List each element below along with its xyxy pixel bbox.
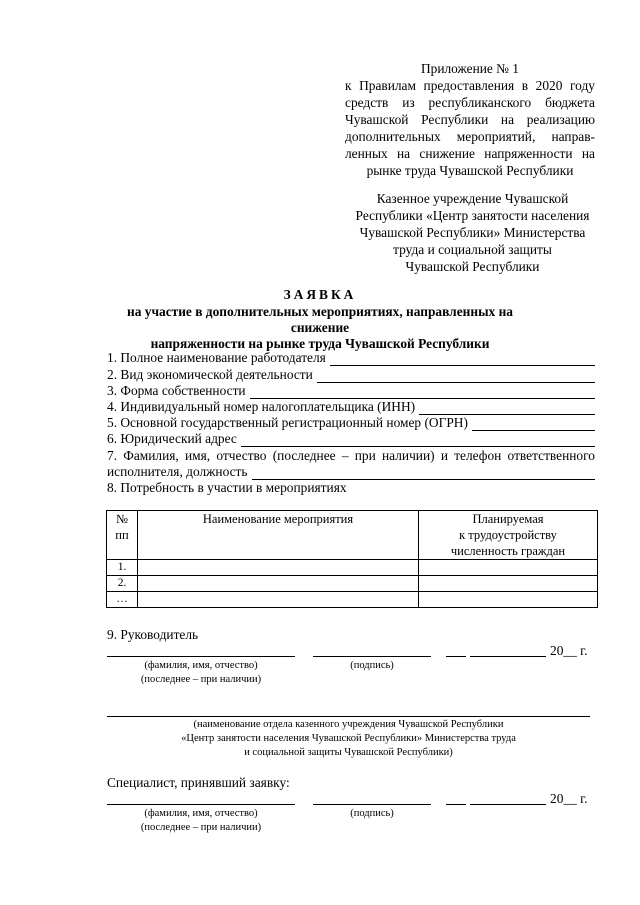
appendix-number: Приложение № 1: [420, 61, 520, 76]
field-legal-address: [107, 431, 595, 447]
table-row: [107, 560, 598, 576]
events-table: [106, 510, 598, 608]
caption-line: (фамилия, имя, отчество): [144, 808, 258, 819]
department-line[interactable]: [107, 716, 590, 717]
field-label: 2. Вид экономической деятельности: [107, 367, 313, 382]
field-label: 5. Основной государственный регистрационный номер (ОГРН): [107, 415, 468, 430]
subtitle-line: напряженности на рынке труда Чувашской Республики: [150, 336, 490, 351]
head-month-line[interactable]: [470, 656, 546, 657]
caption-line: (последнее – при наличии): [140, 822, 262, 833]
field-inn: [107, 399, 595, 415]
field-label: 3. Форма собственности: [107, 383, 246, 398]
header-text: пп: [115, 528, 129, 542]
fill-line[interactable]: [252, 467, 595, 480]
specialist-sign-caption: (подпись): [350, 808, 394, 819]
fill-line[interactable]: [330, 353, 595, 366]
specialist-label: Специалист, принявший заявку:: [107, 775, 290, 790]
field-activity-type: [107, 367, 595, 383]
specialist-name-line[interactable]: [107, 804, 295, 805]
head-year: 20__ г.: [550, 643, 588, 658]
field-ogrn: [107, 415, 595, 431]
specialist-name-caption: [107, 807, 295, 835]
appendix-line: дополнительных мероприятий, направ-: [345, 129, 595, 144]
row-number: 1.: [107, 560, 138, 576]
table-row: [107, 576, 598, 592]
appendix-line: рынке труда Чувашской Республики: [366, 163, 574, 178]
row-number: 2.: [107, 576, 138, 592]
fill-line[interactable]: [419, 402, 595, 415]
header-number: [107, 511, 138, 560]
header-event-name: Наименование мероприятия: [138, 511, 419, 560]
header-text: Планируемая: [472, 512, 544, 526]
field-label: 8. Потребность в участии в мероприятиях: [107, 480, 347, 495]
header-text: к трудоустройству: [459, 528, 557, 542]
specialist-signature-line[interactable]: [313, 804, 431, 805]
caption-line: «Центр занятости населения Чувашской Республики» Министерства труда: [181, 733, 516, 744]
row-number: …: [107, 592, 138, 608]
appendix-line: средств из республиканского бюджета: [345, 95, 595, 110]
head-name-line[interactable]: [107, 656, 295, 657]
field-label: 1. Полное наименование работодателя: [107, 350, 326, 365]
field-label: исполнителя, должность: [107, 464, 248, 479]
department-caption: [107, 718, 590, 760]
field-ownership: [107, 383, 595, 399]
field-label: 6. Юридический адрес: [107, 431, 237, 446]
head-name-caption: [107, 659, 295, 687]
header-text: №: [116, 512, 128, 526]
appendix-line: Чувашской Республики на реализацию: [345, 112, 595, 127]
caption-line: (наименование отдела казенного учреждения Чувашской Республики: [193, 719, 504, 730]
addressee-line: Казенное учреждение Чувашской: [376, 191, 569, 206]
table-cell[interactable]: [419, 592, 598, 608]
addressee-line: Чувашской Республики: [405, 259, 540, 274]
table-row: [107, 592, 598, 608]
specialist-month-line[interactable]: [470, 804, 546, 805]
table-cell[interactable]: [138, 576, 419, 592]
fill-line[interactable]: [317, 370, 595, 383]
specialist-day-line[interactable]: [446, 804, 466, 805]
table-cell[interactable]: [138, 592, 419, 608]
document-title: ЗАЯВКА: [283, 287, 357, 302]
table-cell[interactable]: [419, 560, 598, 576]
appendix-line: ленных на снижение напряженности на: [345, 146, 595, 161]
header-text: численность граждан: [450, 544, 566, 558]
field-participation-need: [107, 480, 595, 496]
head-label: 9. Руководитель: [107, 627, 199, 642]
field-employer-name: [107, 350, 595, 366]
addressee-block: [345, 190, 600, 275]
caption-line: (фамилия, имя, отчество): [144, 660, 258, 671]
head-sign-caption: (подпись): [350, 660, 394, 671]
subtitle-line: на участие в дополнительных мероприятиях, направленных на снижение: [127, 304, 513, 335]
head-signature-line[interactable]: [313, 656, 431, 657]
caption-line: и социальной защиты Чувашской Республики): [244, 747, 453, 758]
field-contact-person-label: 7. Фамилия, имя, отчество (последнее – при наличии) и телефон ответственного: [107, 448, 595, 463]
fill-line[interactable]: [472, 418, 595, 431]
appendix-line: к Правилам предоставления в 2020 году: [345, 78, 595, 93]
field-label: 4. Индивидуальный номер налогоплательщика (ИНН): [107, 399, 416, 414]
fill-line[interactable]: [241, 434, 595, 447]
fill-line[interactable]: [250, 386, 595, 399]
addressee-line: Республики «Центр занятости населения: [355, 208, 590, 223]
caption-line: (последнее – при наличии): [140, 674, 262, 685]
header-planned-count: [419, 511, 598, 560]
field-contact-person: [107, 464, 595, 480]
addressee-line: Чувашской Республики» Министерства: [359, 225, 586, 240]
specialist-year: 20__ г.: [550, 791, 588, 806]
document-subtitle: [100, 304, 540, 352]
table-cell[interactable]: [138, 560, 419, 576]
table-header-row: [107, 511, 598, 560]
addressee-line: труда и социальной защиты: [393, 242, 552, 257]
appendix-header: [345, 60, 595, 179]
head-day-line[interactable]: [446, 656, 466, 657]
table-cell[interactable]: [419, 576, 598, 592]
